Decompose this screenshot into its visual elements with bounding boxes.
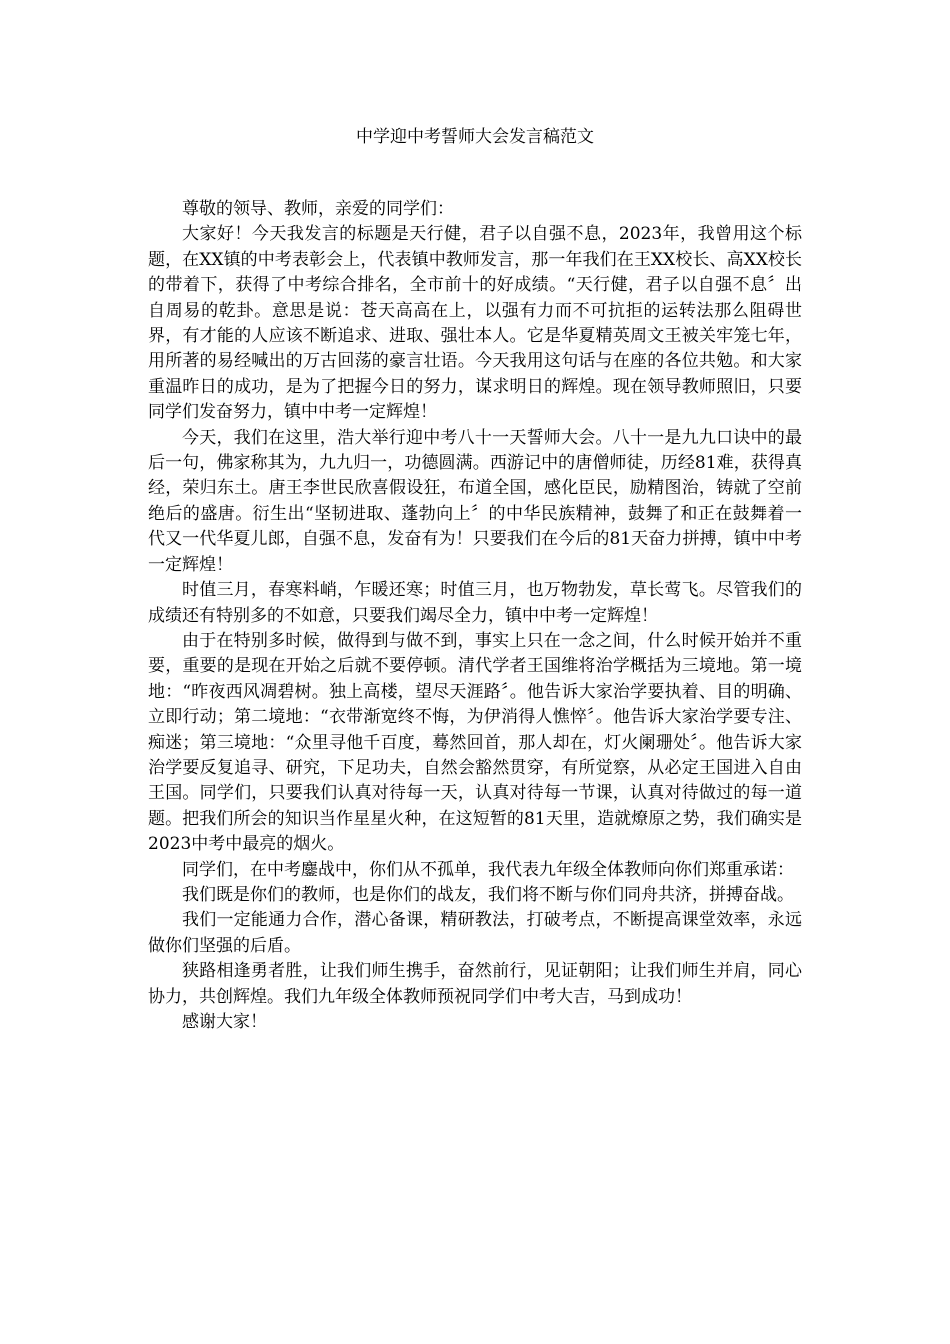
body-paragraph: 今天，我们在这里，浩大举行迎中考八十一天誓师大会。八十一是九九口诀中的最后一句，佛家称其为，九九归一，功德圆满。西游记中的唐僧师徒，历经81难，获得真经，荣归东土。唐王李世民欣喜假设狂，布道全国，感化臣民，励精图治，铸就了空前绝后的盛唐。衍生出“坚韧进取、蓬勃向上〞的中华民族精神，鼓舞了和正在鼓舞着一代又一代华夏儿郎，自强不息，发奋有为！只要我们在今后的81天奋力拼搏，镇中中考一定辉煌！ bbox=[148, 427, 802, 575]
body-paragraph: 狭路相逢勇者胜，让我们师生携手，奋然前行，见证朝阳；让我们师生并肩，同心协力，共创辉煌。我们九年级全体教师预祝同学们中考大吉，马到成功！ bbox=[148, 961, 802, 1007]
body-paragraph: 由于在特别多时候，做得到与做不到，事实上只在一念之间，什么时候开始并不重要，重要的是现在开始之后就不要停顿。清代学者王国维将治学概括为三境地。第一境地：“昨夜西风凋碧树。独上高楼，望尽天涯路〞。他告诉大家治学要执着、目的明确、立即行动；第二境地：“衣带渐宽终不悔，为伊消得人憔悴〞。他告诉大家治学要专注、痴迷；第三境地：“众里寻他千百度，蓦然回首，那人却在，灯火阑珊处〞。他告诉大家治学要反复追寻、研究，下足功夫，自然会豁然贯穿，有所觉察，从必定王国进入自由王国。同学们，只要我们认真对待每一天，认真对待每一节课，认真对待做过的每一道题。把我们所会的知识当作星星火种，在这短暂的81天里，造就燎原之势，我们确实是2023中考中最亮的烟火。 bbox=[148, 630, 802, 855]
body-paragraph: 我们既是你们的教师，也是你们的战友，我们将不断与你们同舟共济，拼搏奋战。 bbox=[182, 884, 794, 905]
body-paragraph: 大家好！今天我发言的标题是天行健，君子以自强不息，2023年，我曾用这个标题，在XX镇的中考表彰会上，代表镇中教师发言，那一年我们在王XX校长、高XX校长的带着下，获得了中考综合排名，全市前十的好成绩。“天行健，君子以自强不息〞出自周易的乾卦。意思是说：苍天高高在上，以强有力而不可抗拒的运转法那么阻碍世界，有才能的人应该不断追求、进取、强壮本人。它是华夏精英周文王被关牢笼七年，用所著的易经喊出的万古回荡的豪言壮语。今天我用这句话与在座的各位共勉。和大家重温昨日的成功，是为了把握今日的努力，谋求明日的辉煌。现在领导教师照旧，只要同学们发奋努力，镇中中考一定辉煌！ bbox=[148, 224, 802, 423]
closing-paragraph: 感谢大家！ bbox=[182, 1012, 267, 1032]
document-title: 中学迎中考誓师大会发言稿范文 bbox=[356, 127, 594, 147]
greeting-paragraph: 尊敬的领导、教师，亲爱的同学们： bbox=[182, 199, 454, 219]
document-body bbox=[148, 197, 802, 1035]
body-paragraph: 时值三月，春寒料峭，乍暖还寒；时值三月，也万物勃发，草长莺飞。尽管我们的成绩还有特别多的不如意，只要我们竭尽全力，镇中中考一定辉煌！ bbox=[148, 580, 802, 626]
body-paragraph: 同学们，在中考鏖战中，你们从不孤单，我代表九年级全体教师向你们郑重承诺： bbox=[182, 859, 794, 880]
body-paragraph: 我们一定能通力合作，潜心备课，精研教法，打破考点，不断提高课堂效率，永远做你们坚强的后盾。 bbox=[148, 910, 802, 956]
